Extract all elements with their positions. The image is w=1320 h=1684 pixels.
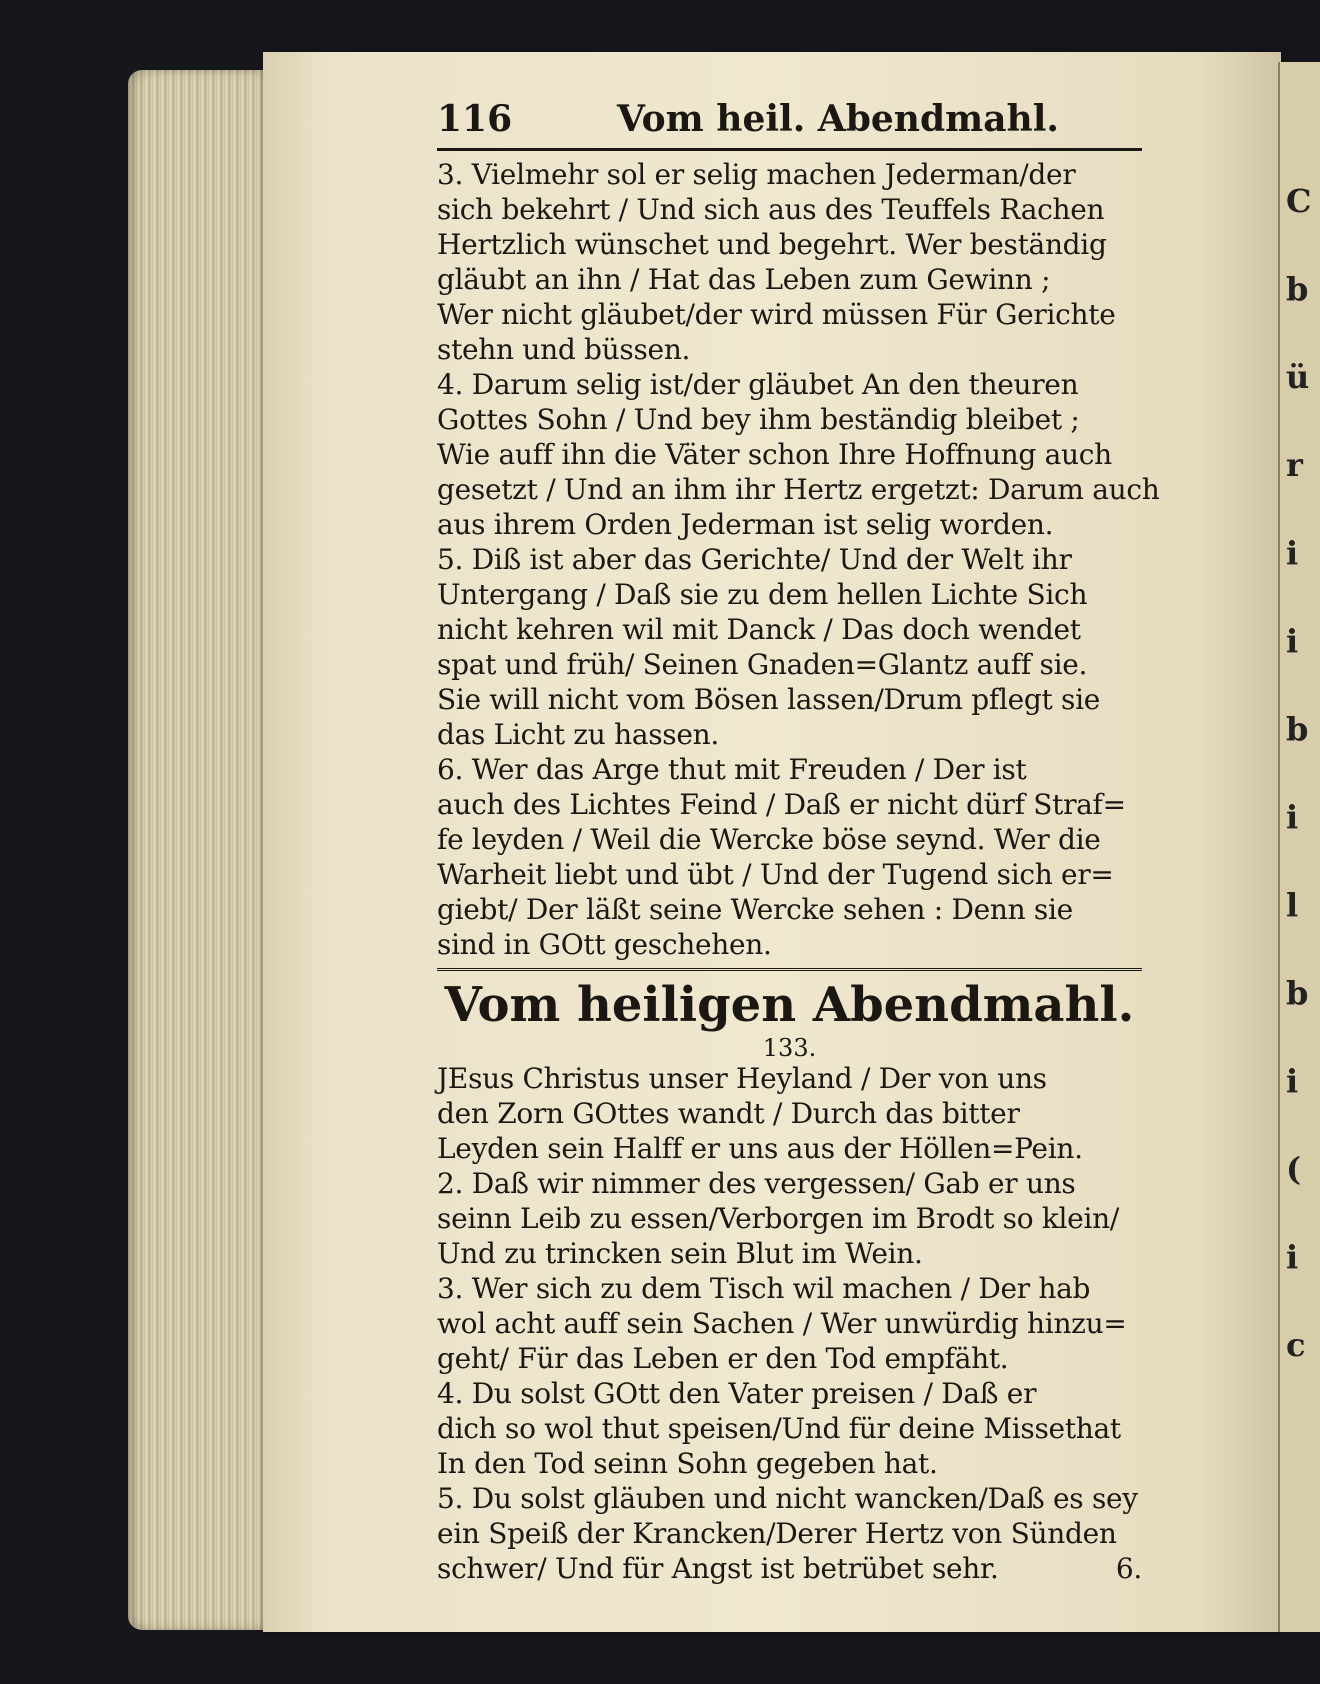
text-line: aus ihrem Orden Jederman ist selig worden. [437,508,1054,541]
catchword: 6. [1115,1552,1142,1585]
text-line: Untergang / Daß sie zu dem hellen Lichte Sich [437,578,1088,611]
text-line: den Zorn GOttes wandt / Durch das bitter [437,1097,1020,1130]
next-page-fragment: i [1286,622,1299,660]
next-page-fragment: i [1286,798,1299,836]
next-page-fragment: l [1286,886,1299,924]
text-line: Wer nicht gläubet/der wird müssen Für Gerichte [437,298,1116,331]
next-page-fragment: i [1286,534,1299,572]
hymn-number: 133. [762,1034,817,1062]
text-line: 3. Vielmehr sol er selig machen Jederman/der [437,158,1076,191]
header-rule [437,148,1142,151]
text-line: auch des Lichtes Feind / Daß er nicht dürf Straf= [437,788,1126,821]
text-line: dich so wol thut speisen/Und für deine Missethat [437,1412,1121,1445]
text-line: Und zu trincken sein Blut im Wein. [437,1237,923,1270]
text-line: spat und früh/ Seinen Gnaden=Glantz auff sie. [437,648,1088,681]
text-line: 6. Wer das Arge thut mit Freuden / Der ist [437,753,1027,786]
next-page-fragment: c [1286,1326,1306,1364]
next-page-fragment: ( [1286,1150,1302,1188]
next-page-fragment: ü [1286,358,1310,396]
right-page-edge [1278,62,1320,1632]
text-line: seinn Leib zu essen/Verborgen im Brodt so klein/ [437,1202,1119,1235]
next-page-fragment: b [1286,710,1309,748]
text-line: gläubt an ihn / Hat das Leben zum Gewinn ; [437,263,1051,296]
text-line: wol acht auff sein Sachen / Wer unwürdig hinzu= [437,1307,1127,1340]
page-text [437,98,1160,1586]
next-page-fragment: i [1286,1062,1299,1100]
page-edges [128,70,278,1630]
next-page-fragment: i [1286,1238,1299,1276]
text-line: Hertzlich wünschet und begehrt. Wer beständig [437,228,1107,261]
running-header [437,98,1142,148]
text-line: sich bekehrt / Und sich aus des Teuffels Rachen [437,193,1105,226]
next-page-fragment: r [1286,446,1303,484]
section-title: Vom heiligen Abendmahl. [444,977,1135,1033]
running-title: Vom heil. Abendmahl. [617,98,1059,140]
next-page-fragment: C [1286,182,1312,220]
text-line: ein Speiß der Krancken/Derer Hertz von Sünden [437,1517,1117,1550]
page-number: 116 [437,98,513,140]
text-line: In den Tod seinn Sohn gegeben hat. [437,1447,938,1480]
text-line: 4. Darum selig ist/der gläubet An den theuren [437,368,1079,401]
text-line: Sie will nicht vom Bösen lassen/Drum pflegt sie [437,683,1101,716]
text-line: Leyden sein Halff er uns aus der Höllen=Pein. [437,1132,1083,1165]
text-line: fe leyden / Weil die Wercke böse seynd. Wer die [437,823,1101,856]
text-line: geht/ Für das Leben er den Tod empfäht. [437,1342,1009,1375]
text-line: nicht kehren wil mit Danck / Das doch wendet [437,613,1081,646]
verses-part1 [437,157,1160,962]
text-line: Wie auff ihn die Väter schon Ihre Hoffnung auch [437,438,1112,471]
next-page-fragment: b [1286,974,1309,1012]
text-line: sind in GOtt geschehen. [437,928,772,961]
text-line: Gottes Sohn / Und bey ihm beständig bleibet ; [437,403,1080,436]
verses-part2 [437,1061,1142,1586]
next-page-fragment: b [1286,270,1309,308]
text-line: das Licht zu hassen. [437,718,719,751]
text-line: 2. Daß wir nimmer des vergessen/ Gab er uns [437,1167,1076,1200]
text-line: 5. Diß ist aber das Gerichte/ Und der Welt ihr [437,543,1072,576]
text-line: 5. Du solst gläuben und nicht wancken/Daß es sey [437,1482,1138,1515]
text-line: gesetzt / Und an ihm ihr Hertz ergetzt: Darum auch [437,473,1160,506]
text-line: stehn und büssen. [437,333,691,366]
text-line: schwer/ Und für Angst ist betrübet sehr. 6. [437,1552,1142,1585]
text-line: JEsus Christus unser Heyland / Der von uns [437,1062,1047,1095]
text-line: 4. Du solst GOtt den Vater preisen / Daß er [437,1377,1037,1410]
text-line: Warheit liebt und übt / Und der Tugend sich er= [437,858,1114,891]
section-rule [437,968,1142,971]
text-line: 3. Wer sich zu dem Tisch wil machen / Der hab [437,1272,1091,1305]
text-line: giebt/ Der läßt seine Wercke sehen : Denn sie [437,893,1073,926]
